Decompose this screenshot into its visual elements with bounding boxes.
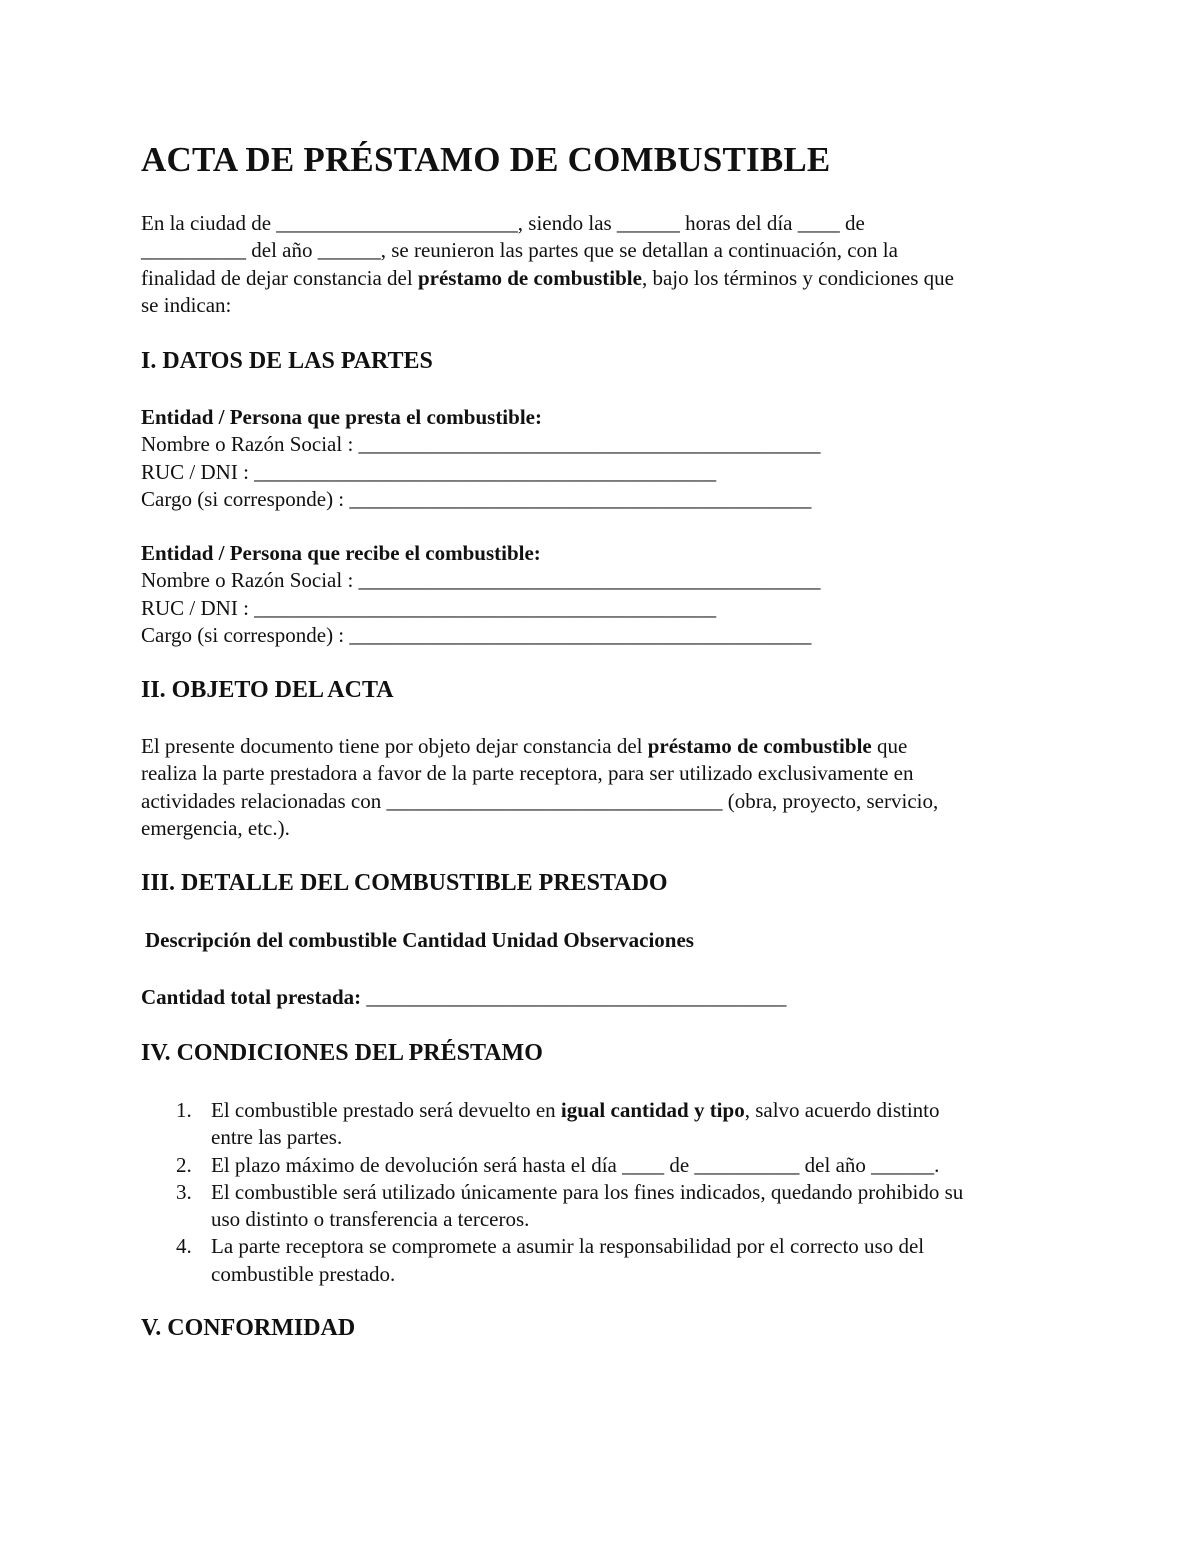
list-item-number: 2. <box>176 1152 192 1177</box>
column-header-observations: Observaciones <box>563 928 694 952</box>
condition-1-text-end: , salvo acuerdo distinto <box>744 1098 940 1122</box>
intro-line-3-text: finalidad de dejar constancia del <box>141 265 418 290</box>
object-paragraph <box>141 733 1061 842</box>
lender-cargo-field: Cargo (si corresponde) : ____________________________________________ <box>141 486 812 511</box>
column-header-quantity: Cantidad <box>402 928 487 952</box>
intro-line-4: se indican: <box>141 292 232 317</box>
total-quantity-blank: ________________________________________ <box>366 985 787 1009</box>
list-item <box>141 1233 1061 1288</box>
condition-3-line-1: El combustible será utilizado únicamente para los fines indicados, quedando prohibido su <box>211 1179 964 1204</box>
lender-heading: Entidad / Persona que presta el combustible: <box>141 405 542 429</box>
list-item <box>141 1152 1061 1179</box>
list-item-number: 3. <box>176 1179 192 1204</box>
condition-4-line-1: La parte receptora se compromete a asumir la responsabilidad por el correcto uso del <box>211 1234 925 1259</box>
intro-bold-phrase: préstamo de combustible <box>417 265 642 290</box>
condition-4-line-2: combustible prestado. <box>211 1261 396 1286</box>
intro-line-3-end: , bajo los términos y condiciones que <box>641 265 954 290</box>
list-item <box>141 1097 1061 1152</box>
total-quantity-line <box>141 985 786 1010</box>
total-quantity-label: Cantidad total prestada: <box>141 985 362 1009</box>
condition-2-line-1: El plazo máximo de devolución será hasta el día ____ de __________ del año ______. <box>211 1152 940 1177</box>
list-item-number: 4. <box>176 1234 192 1259</box>
lender-name-field: Nombre o Razón Social : ____________________________________________ <box>141 432 821 457</box>
object-line-3: actividades relacionadas con ________________________________ (obra, proyecto, servicio, <box>141 788 939 813</box>
fuel-table-header <box>145 928 694 953</box>
receiver-cargo-field: Cargo (si corresponde) : ____________________________________________ <box>141 622 812 647</box>
receiver-heading: Entidad / Persona que recibe el combustible: <box>141 541 541 565</box>
intro-paragraph <box>141 210 1061 319</box>
lender-block <box>141 404 1061 513</box>
section-5-heading: V. CONFORMIDAD <box>141 1315 356 1341</box>
intro-line-1: En la ciudad de _______________________, siendo las ______ horas del día ____ de <box>141 211 865 235</box>
object-line-1 <box>141 733 1061 760</box>
object-bold-phrase: préstamo de combustible <box>647 734 872 758</box>
section-2-heading: II. OBJETO DEL ACTA <box>141 677 394 703</box>
condition-3-line-2: uso distinto o transferencia a terceros. <box>211 1207 530 1232</box>
section-4-heading: IV. CONDICIONES DEL PRÉSTAMO <box>141 1040 543 1066</box>
condition-1-bold: igual cantidad y tipo <box>560 1098 745 1122</box>
list-item <box>141 1179 1061 1234</box>
intro-line-3 <box>141 265 1061 292</box>
object-line-4: emergencia, etc.). <box>141 815 290 840</box>
lender-ruc-field: RUC / DNI : ____________________________________________ <box>141 459 717 484</box>
column-header-unit: Unidad <box>491 928 559 952</box>
section-3-heading: III. DETALLE DEL COMBUSTIBLE PRESTADO <box>141 870 668 896</box>
condition-1-line-2: entre las partes. <box>211 1125 343 1150</box>
list-item-number: 1. <box>176 1098 192 1122</box>
conditions-list <box>141 1097 1061 1288</box>
object-line-2: realiza la parte prestadora a favor de la parte receptora, para ser utilizado exclusivamente en <box>141 761 914 786</box>
document-title: ACTA DE PRÉSTAMO DE COMBUSTIBLE <box>141 140 831 179</box>
object-line-1-end: que <box>871 734 908 758</box>
intro-line-2: __________ del año ______, se reunieron las partes que se detallan a continuación, con la <box>141 238 898 263</box>
object-line-1-text: El presente documento tiene por objeto dejar constancia del <box>141 734 648 758</box>
column-header-description: Descripción del combustible <box>145 928 397 952</box>
receiver-block <box>141 540 1061 649</box>
section-1-heading: I. DATOS DE LAS PARTES <box>141 348 433 374</box>
receiver-ruc-field: RUC / DNI : ____________________________________________ <box>141 595 717 620</box>
condition-1-text: El combustible prestado será devuelto en <box>211 1098 561 1122</box>
condition-1-line-1 <box>211 1097 1061 1124</box>
receiver-name-field: Nombre o Razón Social : ____________________________________________ <box>141 568 821 593</box>
